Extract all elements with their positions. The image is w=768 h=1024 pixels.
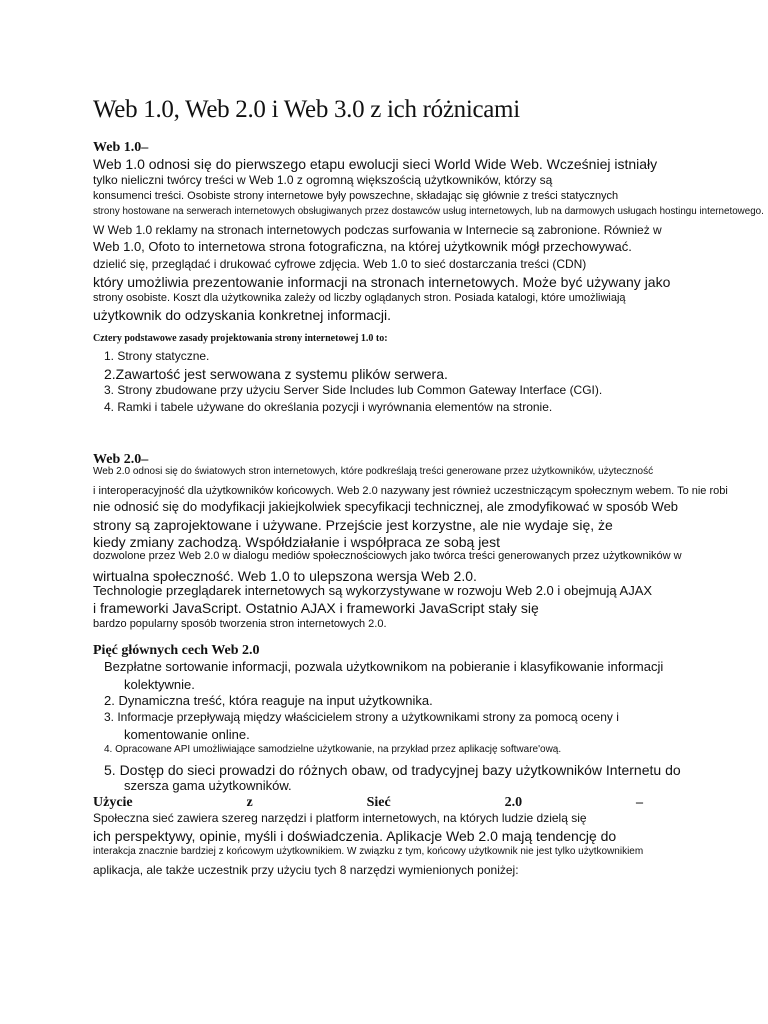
- usage-heading-word: Użycie: [93, 795, 133, 810]
- principles-heading: Cztery podstawowe zasady projektowania strony internetowej 1.0 to:: [93, 333, 388, 344]
- paragraph-line: kiedy zmiany zachodzą. Współdziałanie i współpraca ze sobą jest: [93, 534, 500, 550]
- usage-heading-word: –: [635, 795, 643, 810]
- paragraph-line: bardzo popularny sposób tworzenia stron internetowych 2.0.: [93, 618, 387, 630]
- list-item: 3. Informacje przepływają między właścicielem strony a użytkownikami strony za pomocą oceny i: [104, 710, 619, 724]
- paragraph-line: nie odnosić się do modyfikacji jakiejkolwiek specyfikacji technicznej, ale zmodyfikować w sposób Web: [93, 499, 679, 514]
- paragraph-line: strony hostowane na serwerach internetowych obsługiwanych przez dostawców usług internetowych, lub na darmowych usługach hostingu internetowego.: [93, 206, 764, 217]
- features-heading: Pięć głównych cech Web 2.0: [93, 643, 260, 658]
- paragraph-line: aplikacja, ale także uczestnik przy użyciu tych 8 narzędzi wymienionych poniżej:: [93, 863, 519, 877]
- web1-heading: Web 1.0–: [93, 140, 149, 155]
- paragraph-line: Web 1.0 odnosi się do pierwszego etapu ewolucji sieci World Wide Web. Wcześniej istniały: [93, 156, 658, 172]
- paragraph-line: konsumenci treści. Osobiste strony internetowe były powszechne, składając się głównie z treści statycznych: [93, 190, 619, 202]
- web2-heading: Web 2.0–: [93, 452, 149, 467]
- paragraph-line: strony są zaprojektowane i używane. Przejście jest korzystne, ale nie wydaje się, że: [93, 517, 613, 533]
- usage-heading-word: 2.0: [504, 795, 523, 810]
- list-item: 2.Zawartość jest serwowana z systemu plików serwera.: [104, 366, 448, 382]
- paragraph-line: interakcja znacznie bardziej z końcowym użytkownikiem. W związku z tym, końcowy użytkownik nie jest tylko użytkownikiem: [93, 846, 644, 857]
- paragraph-line: strony osobiste. Koszt dla użytkownika zależy od liczby oglądanych stron. Posiada katalogi, które umożliwiają: [93, 292, 626, 304]
- paragraph-line: dozwolone przez Web 2.0 w dialogu mediów społecznościowych jako twórca treści generowanych przez użytkowników w: [93, 550, 682, 562]
- paragraph-line: użytkownik do odzyskania konkretnej informacji.: [93, 307, 392, 323]
- usage-heading: [93, 795, 643, 811]
- usage-heading-word: z: [246, 795, 253, 810]
- paragraph-line: Społeczna sieć zawiera szereg narzędzi i platform internetowych, na których ludzie dzielą się: [93, 811, 587, 825]
- paragraph-line: Web 2.0 odnosi się do światowych stron internetowych, które podkreślają treści generowane przez użytkowników, użyteczność: [93, 466, 654, 477]
- list-item: 1. Strony statyczne.: [104, 349, 210, 363]
- list-item: 4. Ramki i tabele używane do określania pozycji i wyrównania elementów na stronie.: [104, 400, 553, 414]
- list-item: szersza gama użytkowników.: [124, 778, 292, 793]
- list-item: Bezpłatne sortowanie informacji, pozwala użytkownikom na pobieranie i klasyfikowanie informacji: [104, 659, 664, 674]
- paragraph-line: i interoperacyjność dla użytkowników końcowych. Web 2.0 nazywany jest również uczestniczącym społecznym webem. To nie robi: [93, 485, 728, 497]
- paragraph-line: wirtualna społeczność. Web 1.0 to ulepszona wersja Web 2.0.: [93, 568, 477, 584]
- list-item: 2. Dynamiczna treść, która reaguje na input użytkownika.: [104, 693, 433, 708]
- paragraph-line: dzielić się, przeglądać i drukować cyfrowe zdjęcia. Web 1.0 to sieć dostarczania treści (CDN): [93, 257, 587, 271]
- paragraph-line: tylko nieliczni twórcy treści w Web 1.0 z ogromną większością użytkowników, którzy są: [93, 173, 553, 187]
- list-item: kolektywnie.: [124, 677, 195, 692]
- paragraph-line: i frameworki JavaScript. Ostatnio AJAX i frameworki JavaScript stały się: [93, 600, 539, 616]
- usage-heading-word: Sieć: [366, 795, 391, 810]
- paragraph-line: ich perspektywy, opinie, myśli i doświadczenia. Aplikacje Web 2.0 mają tendencję do: [93, 828, 617, 844]
- paragraph-line: W Web 1.0 reklamy na stronach internetowych podczas surfowania w Internecie są zabronione. Również w: [93, 223, 662, 237]
- paragraph-line: Technologie przeglądarek internetowych są wykorzystywane w rozwoju Web 2.0 i obejmują AJAX: [93, 583, 653, 598]
- list-item: 3. Strony zbudowane przy użyciu Server Side Includes lub Common Gateway Interface (CGI).: [104, 383, 603, 397]
- list-item: 4. Opracowane API umożliwiające samodzielne użytkowanie, na przykład przez aplikację software'ową.: [104, 744, 562, 755]
- list-item: komentowanie online.: [124, 727, 250, 742]
- paragraph-line: który umożliwia prezentowanie informacji na stronach internetowych. Może być używany jako: [93, 274, 671, 290]
- document-title: Web 1.0, Web 2.0 i Web 3.0 z ich różnicami: [93, 96, 520, 123]
- list-item: 5. Dostęp do sieci prowadzi do różnych obaw, od tradycyjnej bazy użytkowników Internetu do: [104, 762, 681, 778]
- paragraph-line: Web 1.0, Ofoto to internetowa strona fotograficzna, na której użytkownik mógł przechowywać.: [93, 239, 632, 254]
